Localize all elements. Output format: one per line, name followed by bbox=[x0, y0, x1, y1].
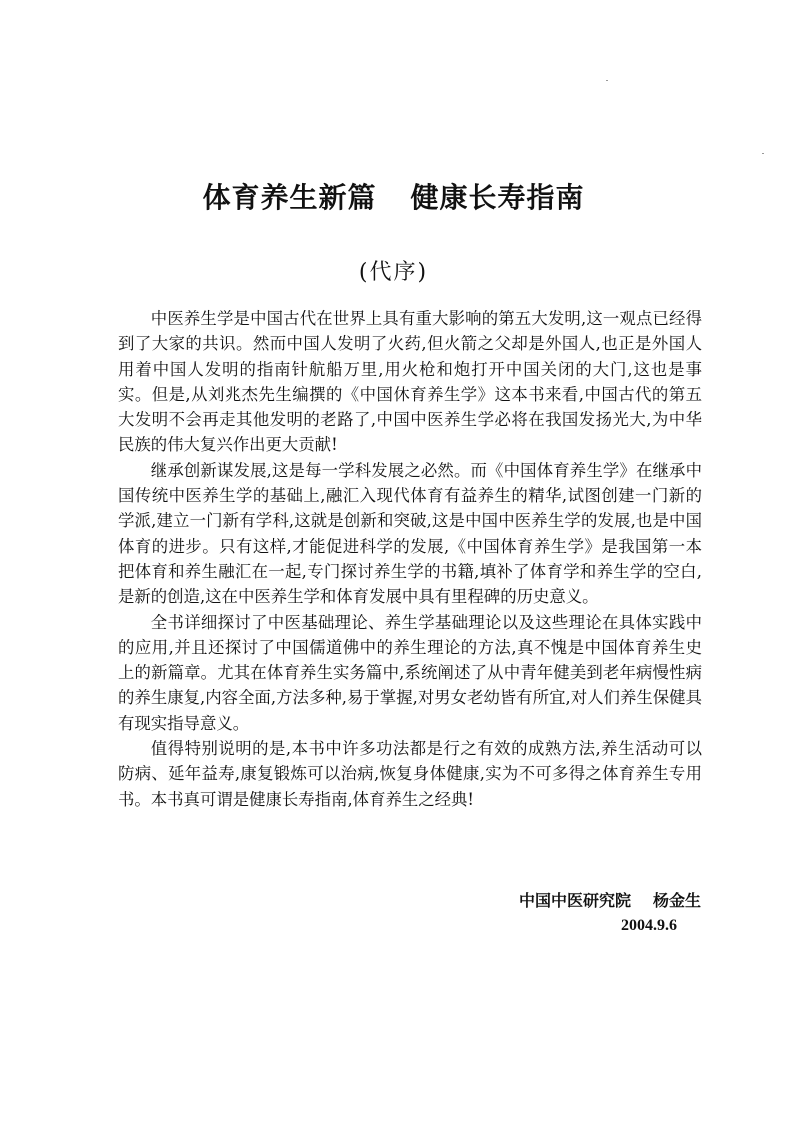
page-subtitle: (代序) bbox=[358, 260, 429, 285]
signature bbox=[519, 888, 701, 911]
paragraph: 值得特别说明的是,本书中许多功法都是行之有效的成熟方法,养生活动可以防病、延年益寿,康复锻炼可以治病,恢复身体健康,实为不可多得之体育养生专用书。本书真可谓是健康长寿指南,体育养生之经典! bbox=[118, 739, 702, 809]
page-title bbox=[0, 176, 787, 216]
signature-org: 中国中医研究院 bbox=[518, 891, 631, 910]
signature-name: 杨金生 bbox=[652, 891, 701, 910]
paragraph: 中医养生学是中国古代在世界上具有重大影响的第五大发明,这一观点已经得到了大家的共识。然而中国人发明了火药,但火箭之父却是外国人,也正是外国人用着中国人发明的指南针航船万里,用火枪和炮打开中国关闭的大门,这也是事实。但是,从刘兆杰先生编撰的《中国休育养生学》这本书来看,中国古代的第五大发明不会再走其他发明的老路了,中国中医养生学必将在我国发扬光大,为中华民族的伟大复兴作出更大贡献! bbox=[118, 309, 702, 455]
paragraph: 继承创新谋发展,这是每一学科发展之必然。而《中国体育养生学》在继承中国传统中医养生学的基础上,融汇入现代体育有益养生的精华,试图创建一门新的学派,建立一门新有学科,这就是创新和突破,这是中国中医养生学的发展,也是中国体育的进步。只有这样,才能促进科学的发展,《中国体育养生学》是我国第一本把体育和养生融汇在一起,专门探讨养生学的书籍,填补了体育学和养生学的空白,是新的创造,这在中医养生学和体育发展中具有里程碑的历史意义。 bbox=[118, 460, 702, 607]
title-part-2: 健康长寿指南 bbox=[410, 181, 585, 214]
paragraph: 全书详细探讨了中医基础理论、养生学基础理论以及这些理论在具体实践中的应用,并且还探讨了中国儒道佛中的养生理论的方法,真不愧是中国体育养生史上的新篇章。尤其在体育养生实务篇中,系统阐述了从中青年健美到老年病慢性病的养生康复,内容全面,方法多种,易于掌握,对男女老幼皆有所宜,对人们养生保健具有现实指导意义。 bbox=[118, 612, 702, 733]
signature-date: 2004.9.6 bbox=[621, 917, 677, 934]
title-part-1: 体育养生新篇 bbox=[202, 181, 377, 214]
scan-speck bbox=[762, 153, 764, 154]
body-text bbox=[118, 306, 702, 812]
scan-speck bbox=[606, 80, 608, 81]
